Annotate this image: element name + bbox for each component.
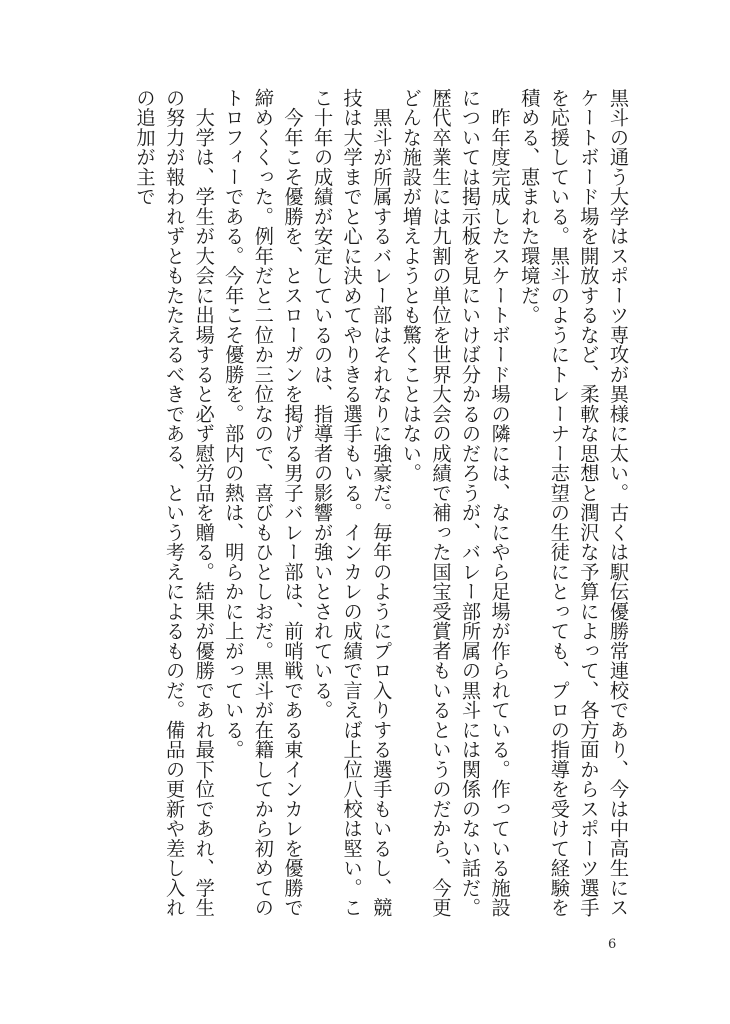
paragraph-3: 黒斗が所属するバレー部はそれなりに強豪だ。毎年のようにプロ入りする選手もいるし、競技は大学までと心に決めてやりきる選手もいる。インカレの成績で言えば上位八校は堅い。ここ十年の成績が安定しているのは、指導者の影響が強いとされている。 <box>311 88 394 918</box>
body-text <box>113 88 633 934</box>
paragraph-5: 大学は、学生が大会に出場すると必ず慰労品を贈る。結果が優勝であれ最下位であれ、学生の努力が報われずともたたえるべきである、という考えによるものだ。備品の更新や差し入れの追加が主で <box>133 88 216 918</box>
page-number: 6 <box>608 937 617 952</box>
paragraph-2: 昨年度完成したスケートボード場の隣には、なにやら足場が作られている。作っている施設については掲示板を見にいけば分かるのだろうが、バレー部所属の黒斗には関係のない話だ。歴代卒業生には九割の単位を世界大会の成績で補った国宝受賞者もいるというのだから、今更どんな施設が増えようとも驚くことはない。 <box>399 88 512 918</box>
paragraph-1: 黒斗の通う大学はスポーツ専攻が異様に太い。古くは駅伝優勝常連校であり、今は中高生にスケートボード場を開放するなど、柔軟な思想と潤沢な予算によって、各方面からスポーツ選手を応援している。黒斗のようにトレーナー志望の生徒にとっても、プロの指導を受けて経験を積める、恵まれた環境だ。 <box>518 88 630 918</box>
paragraph-4: 今年こそ優勝を、とスローガンを掲げる男子バレー部は、前哨戦である東インカレを優勝で締めくくった。例年だと二位か三位なので、喜びもひとしおだ。黒斗が在籍してから初めてのトロフィーである。今年こそ優勝を。部内の熱は、明らかに上がっている。 <box>222 88 305 918</box>
